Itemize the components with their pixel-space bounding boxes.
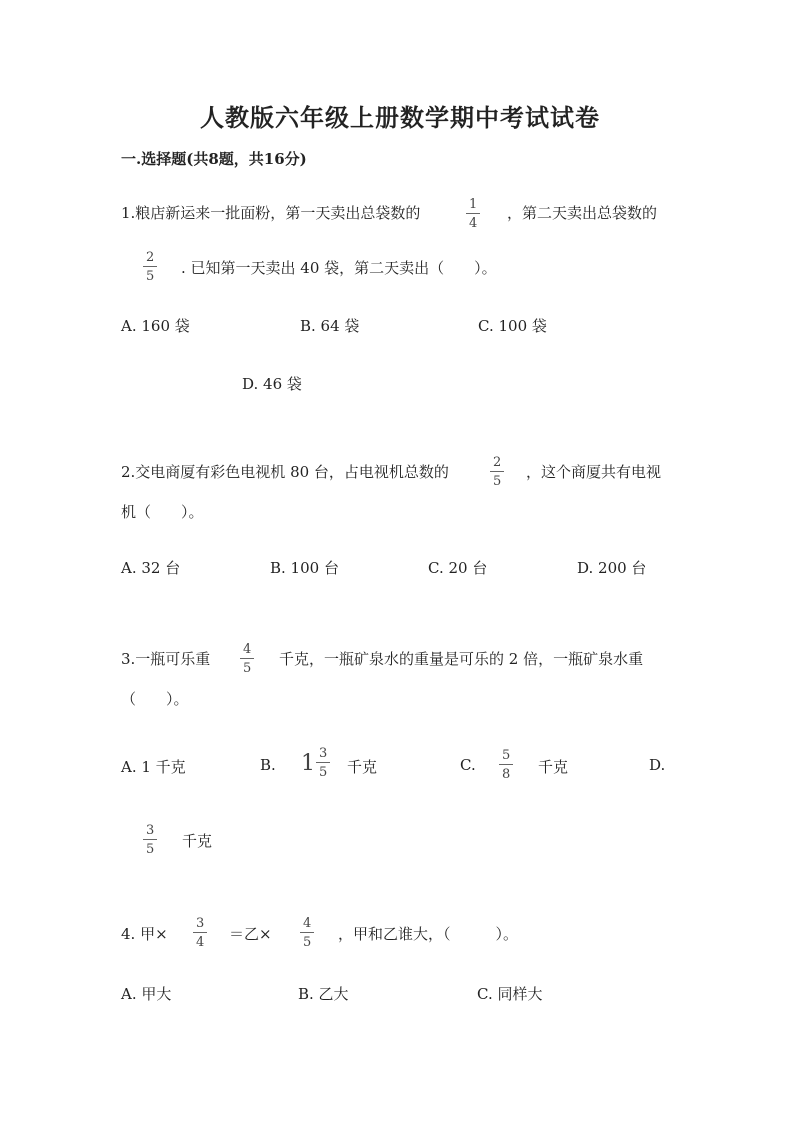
q4-fraction-2-denominator: 5 — [300, 932, 314, 949]
q3-option-d-unit: 千克 — [182, 832, 213, 850]
q3-option-c-label[interactable]: C. — [460, 756, 476, 774]
q3-fraction-denominator: 5 — [240, 658, 254, 675]
q3-option-c-denominator: 8 — [499, 764, 513, 781]
q4-option-a[interactable]: A. 甲大 — [121, 985, 172, 1003]
q2-text-b: ，这个商厦共有电视 — [526, 463, 662, 481]
q2-fraction-denominator: 5 — [490, 471, 504, 488]
q2-text-a: 2.交电商厦有彩色电视机 80 台，占电视机总数的 — [121, 463, 449, 481]
q1-fraction-2-numerator: 2 — [146, 250, 155, 265]
q2-text-c: 机（ ）。 — [121, 503, 204, 521]
q4-text-c: ，甲和乙谁大，（ ）。 — [338, 925, 519, 943]
q4-text-a: 4. 甲× — [121, 925, 168, 943]
q3-text-a: 3.一瓶可乐重 — [121, 650, 211, 668]
q4-fraction-1 — [193, 917, 207, 949]
q2-option-c[interactable]: C. 20 台 — [428, 559, 488, 577]
section-heading: 一.选择题(共8题，共16分) — [121, 150, 307, 168]
q4-fraction-1-denominator: 4 — [193, 932, 207, 949]
q3-option-d-fraction — [143, 824, 157, 856]
q4-fraction-2-numerator: 4 — [303, 916, 312, 931]
q1-fraction-2 — [143, 251, 157, 283]
q1-option-d[interactable]: D. 46 袋 — [242, 375, 302, 393]
q1-fraction-1-numerator: 1 — [469, 197, 478, 212]
q1-fraction-1 — [466, 198, 480, 230]
q2-fraction-numerator: 2 — [493, 455, 502, 470]
q3-option-c-fraction — [499, 749, 513, 781]
q1-text-c: . 已知第一天卖出 40 袋，第二天卖出（ ）。 — [181, 259, 497, 277]
q4-option-c[interactable]: C. 同样大 — [477, 985, 543, 1003]
q3-option-d-numerator: 3 — [146, 823, 155, 838]
q3-option-d-denominator: 5 — [143, 839, 157, 856]
q3-option-b-whole: 1 — [301, 750, 315, 776]
q3-option-a[interactable]: A. 1 千克 — [121, 758, 186, 776]
q1-option-b[interactable]: B. 64 袋 — [300, 317, 360, 335]
q3-text-b: 千克，一瓶矿泉水的重量是可乐的 2 倍，一瓶矿泉水重 — [279, 650, 644, 668]
q3-text-c: （ ）。 — [121, 690, 189, 708]
q2-option-d[interactable]: D. 200 台 — [577, 559, 647, 577]
q3-option-c-numerator: 5 — [502, 748, 511, 763]
q3-option-b-label[interactable]: B. — [260, 756, 276, 774]
q1-option-a[interactable]: A. 160 袋 — [121, 317, 190, 335]
q3-fraction — [240, 643, 254, 675]
q1-text-b: ，第二天卖出总袋数的 — [507, 204, 658, 222]
q3-fraction-numerator: 4 — [243, 642, 252, 657]
q3-option-b-numerator: 3 — [319, 746, 328, 761]
q3-option-b-denominator: 5 — [316, 762, 330, 779]
q1-text-a: 1.粮店新运来一批面粉，第一天卖出总袋数的 — [121, 204, 421, 222]
q1-option-c[interactable]: C. 100 袋 — [478, 317, 547, 335]
q2-fraction — [490, 456, 504, 488]
q3-option-c-unit: 千克 — [538, 758, 569, 776]
q4-fraction-2 — [300, 917, 314, 949]
q3-option-b-unit: 千克 — [347, 758, 378, 776]
q1-fraction-2-denominator: 5 — [143, 266, 157, 283]
q2-option-a[interactable]: A. 32 台 — [121, 559, 181, 577]
q1-fraction-1-denominator: 4 — [466, 213, 480, 230]
q4-option-b[interactable]: B. 乙大 — [298, 985, 349, 1003]
q3-option-b-fraction — [316, 747, 330, 779]
q2-option-b[interactable]: B. 100 台 — [270, 559, 339, 577]
page-title: 人教版六年级上册数学期中考试试卷 — [200, 103, 600, 132]
q4-fraction-1-numerator: 3 — [196, 916, 205, 931]
q4-text-b: ＝乙× — [229, 925, 272, 943]
q3-option-b-mixed-number — [301, 747, 330, 779]
q3-option-d-label[interactable]: D. — [649, 756, 666, 774]
